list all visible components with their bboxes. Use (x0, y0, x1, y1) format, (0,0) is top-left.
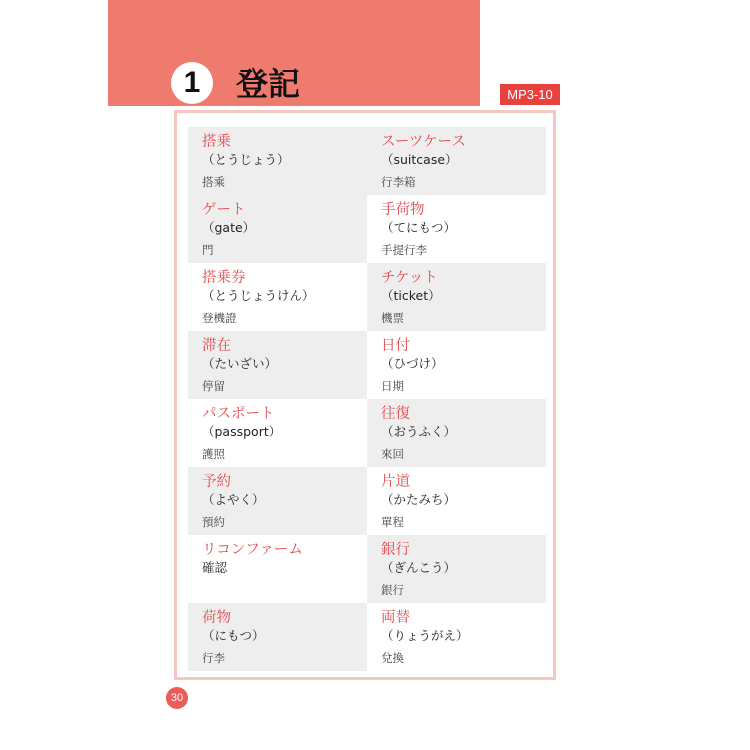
vocab-term: 銀行 (381, 542, 410, 558)
vocab-reading: （suitcase） (381, 152, 458, 167)
vocab-meaning: 護照 (202, 447, 225, 461)
vocab-cell (367, 195, 546, 263)
vocab-meaning: 搭乘 (202, 175, 225, 189)
section-number: 1 (171, 62, 213, 104)
vocab-term: 両替 (381, 610, 410, 626)
vocab-cell (188, 331, 367, 399)
vocab-term: 片道 (381, 474, 410, 490)
vocab-cell (188, 263, 367, 331)
vocab-term: スーツケース (381, 134, 466, 150)
vocab-reading: （よやく） (202, 492, 265, 507)
vocab-row (188, 399, 546, 467)
vocab-reading: （passport） (202, 424, 282, 439)
audio-track-badge: MP3-10 (500, 84, 560, 105)
vocab-cell (188, 399, 367, 467)
vocab-meaning: 銀行 (381, 583, 404, 597)
vocab-reading: （てにもつ） (381, 220, 457, 235)
vocab-term: 日付 (381, 338, 410, 354)
vocab-reading: （gate） (202, 220, 256, 235)
vocab-meaning: 預約 (202, 515, 225, 529)
vocab-cell (188, 603, 367, 671)
vocab-meaning: 來回 (381, 447, 404, 461)
vocab-meaning: 門 (202, 243, 214, 257)
vocab-row (188, 467, 546, 535)
vocab-row (188, 263, 546, 331)
vocab-row (188, 195, 546, 263)
vocab-reading: （りょうがえ） (381, 628, 469, 643)
vocab-term: 搭乗券 (202, 270, 246, 286)
vocab-meaning: 兌換 (381, 651, 404, 665)
vocab-cell (367, 263, 546, 331)
vocab-reading: （おうふく） (381, 424, 457, 439)
vocab-cell (188, 195, 367, 263)
vocab-meaning: 行李箱 (381, 175, 416, 189)
vocab-reading: （たいざい） (202, 356, 278, 371)
vocab-meaning: 登機證 (202, 311, 237, 325)
vocab-cell (367, 535, 546, 603)
vocab-term: 手荷物 (381, 202, 425, 218)
vocab-grid (188, 127, 546, 671)
vocab-meaning: 機票 (381, 311, 404, 325)
vocab-term: リコンファーム (202, 542, 303, 558)
vocab-meaning: 手提行李 (381, 243, 427, 257)
vocab-cell (188, 127, 367, 195)
vocab-term: 荷物 (202, 610, 231, 626)
vocab-reading: （にもつ） (202, 628, 265, 643)
vocab-cell (367, 127, 546, 195)
vocab-reading: （とうじょうけん） (202, 288, 315, 303)
vocab-reading: （ticket） (381, 288, 441, 303)
vocab-row (188, 127, 546, 195)
vocab-reading: （ぎんこう） (381, 560, 457, 575)
vocab-reading: （ひづけ） (381, 356, 444, 371)
vocab-cell (188, 535, 367, 603)
vocab-term: 滞在 (202, 338, 231, 354)
vocab-row (188, 535, 546, 603)
vocab-term: チケット (381, 270, 438, 286)
vocab-term: パスポート (202, 406, 275, 422)
vocab-meaning: 單程 (381, 515, 404, 529)
vocab-meaning: 停留 (202, 379, 225, 393)
vocab-row (188, 331, 546, 399)
vocab-row (188, 603, 546, 671)
vocab-meaning: 行李 (202, 651, 225, 665)
section-title: 登記 (236, 65, 301, 103)
vocab-cell (188, 467, 367, 535)
vocab-cell (367, 399, 546, 467)
vocab-term: 往復 (381, 406, 410, 422)
vocab-reading: （かたみち） (381, 492, 457, 507)
page-number: 30 (166, 687, 188, 709)
vocab-cell (367, 331, 546, 399)
vocab-cell (367, 467, 546, 535)
vocab-term: 予約 (202, 474, 231, 490)
vocab-reading: （とうじょう） (202, 152, 290, 167)
vocab-term: ゲート (202, 202, 246, 218)
vocab-reading: 確認 (202, 560, 228, 575)
vocab-cell (367, 603, 546, 671)
vocab-meaning: 日期 (381, 379, 404, 393)
vocab-term: 搭乗 (202, 134, 231, 150)
